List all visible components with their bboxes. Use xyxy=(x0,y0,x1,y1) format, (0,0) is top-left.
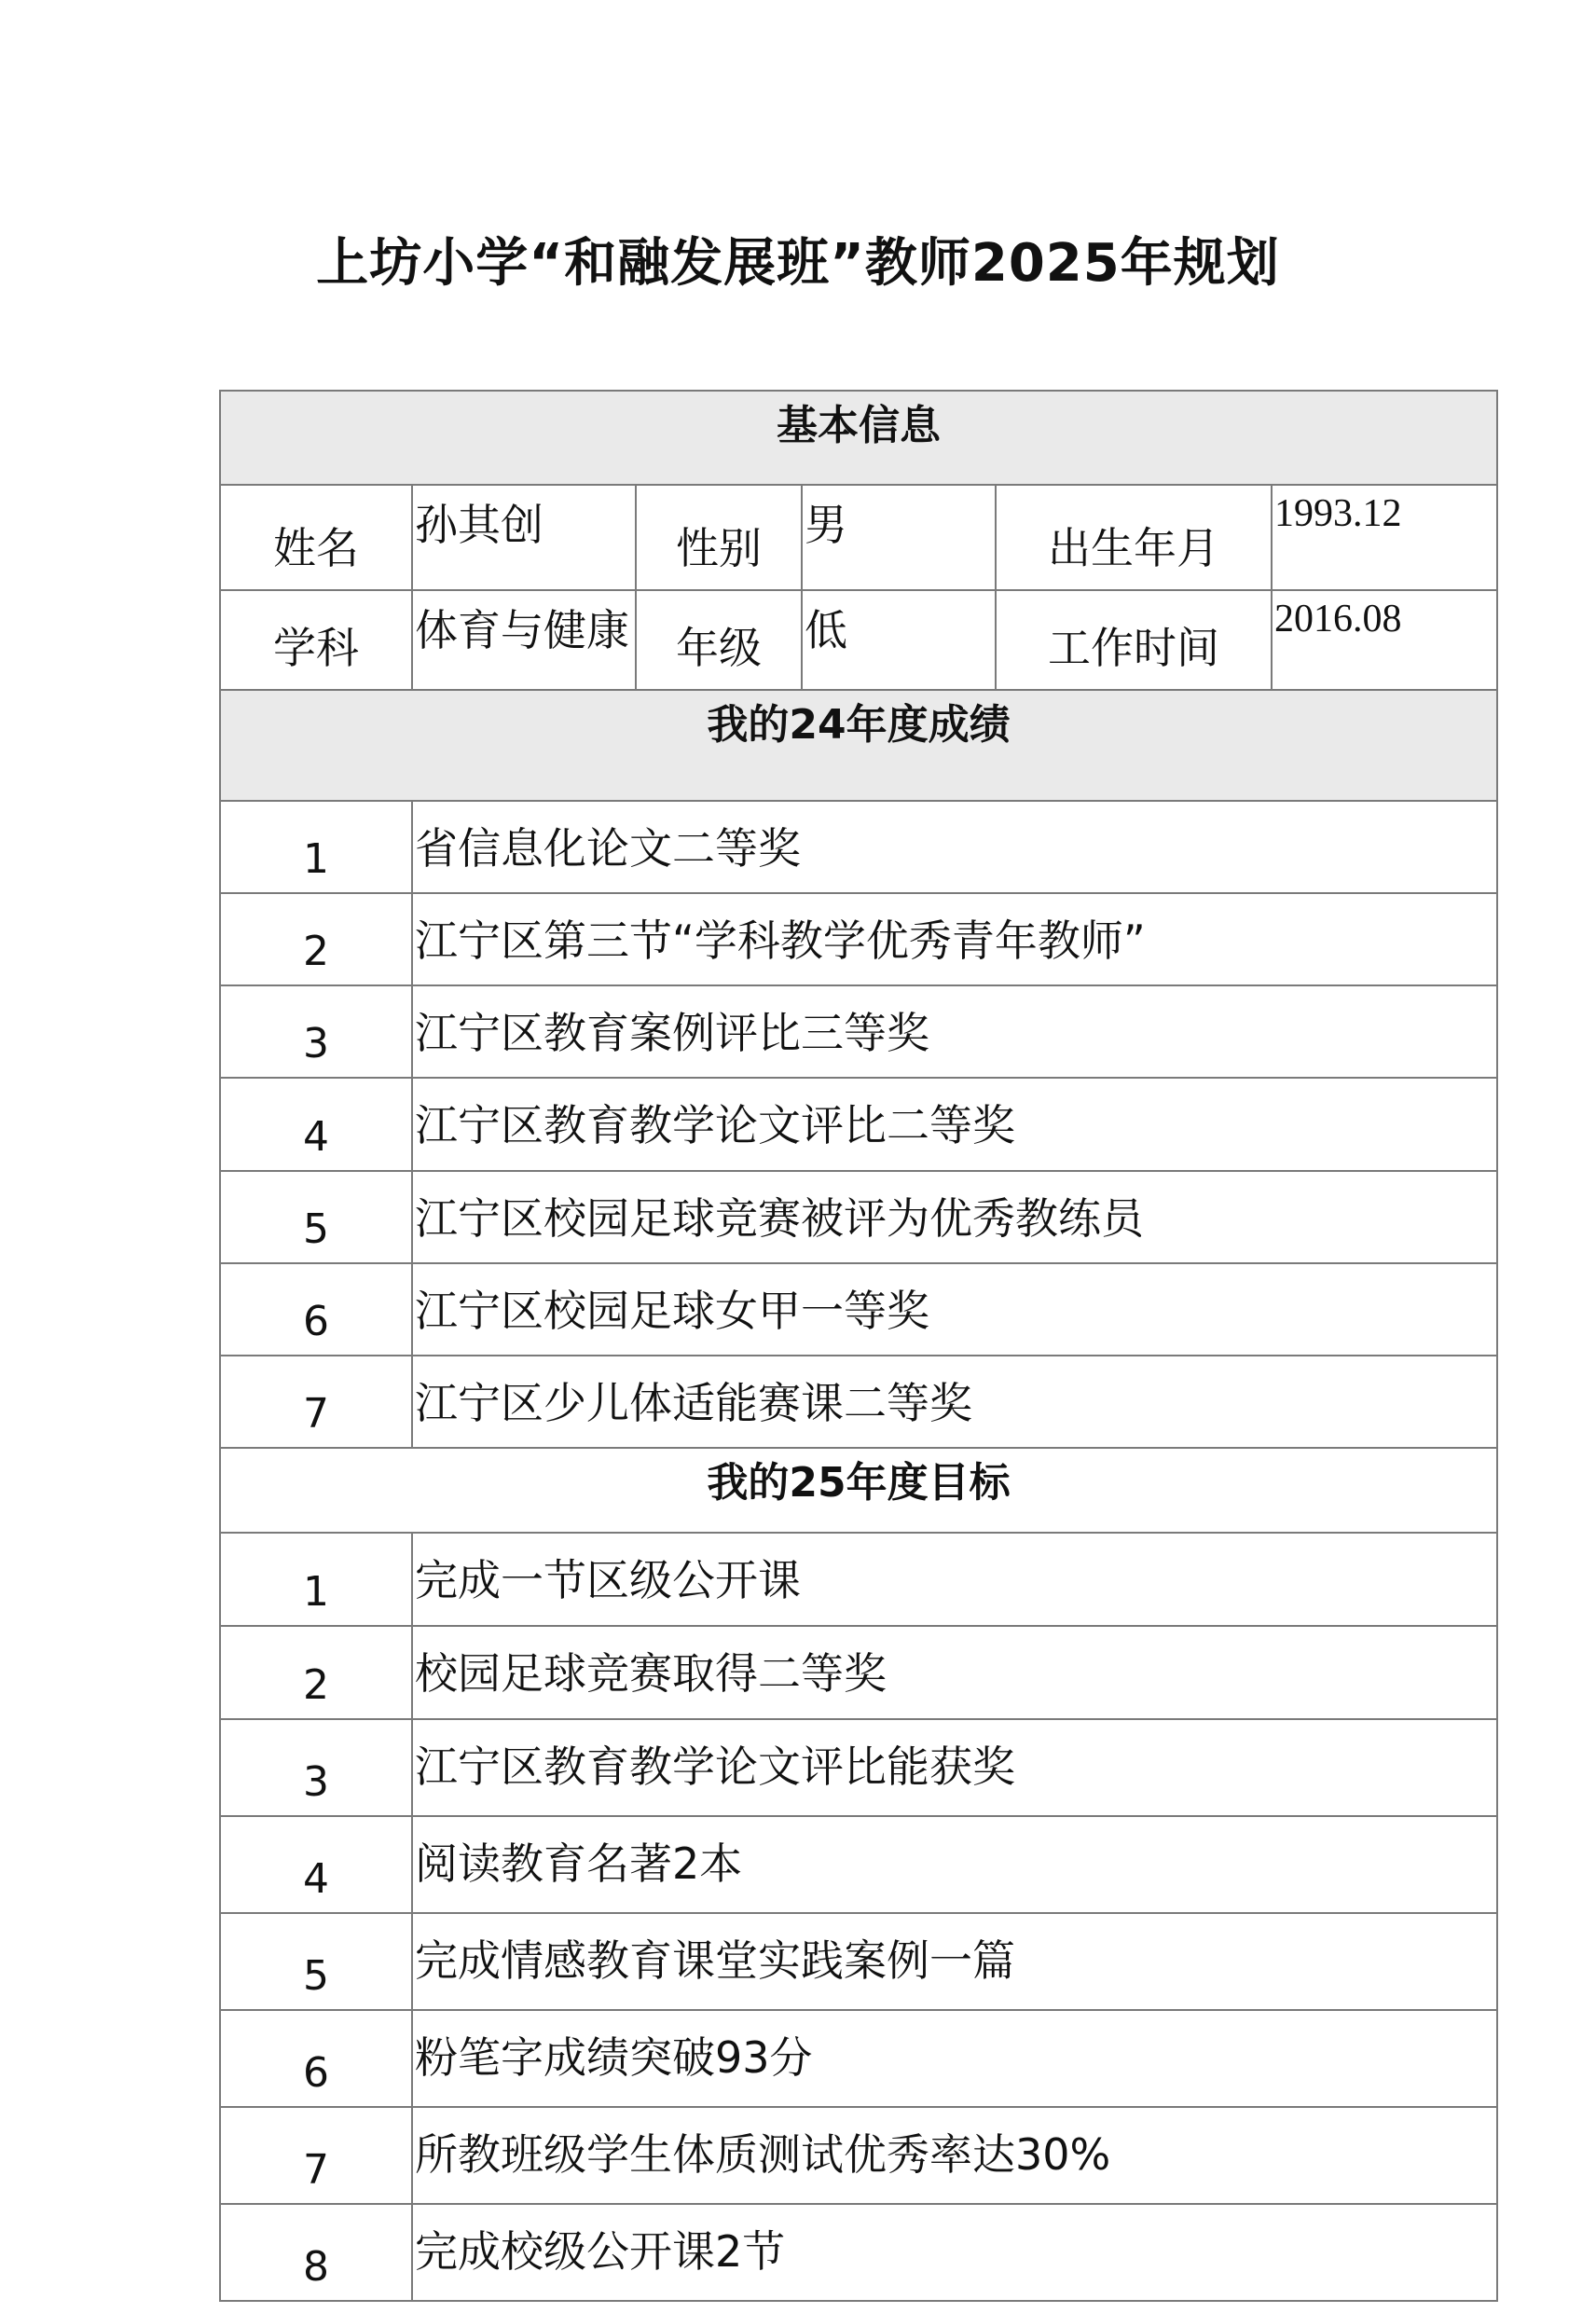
achievement-row xyxy=(220,1171,1497,1263)
achievement-row xyxy=(220,1263,1497,1356)
achievement-row xyxy=(220,1356,1497,1448)
work-time-value: 2016.08 xyxy=(1272,590,1497,690)
birth-label: 出生年月 xyxy=(996,485,1272,590)
subject-label: 学科 xyxy=(220,590,412,690)
goal-row xyxy=(220,1719,1497,1816)
achievement-text: 江宁区少儿体适能赛课二等奖 xyxy=(412,1356,1497,1448)
achievement-text: 江宁区教育教学论文评比二等奖 xyxy=(412,1078,1497,1171)
achievement-number: 7 xyxy=(220,1356,412,1448)
goal-number: 1 xyxy=(220,1533,412,1626)
work-time-label: 工作时间 xyxy=(996,590,1272,690)
goal-row xyxy=(220,2010,1497,2107)
basic-info-row-2 xyxy=(220,590,1497,690)
basic-info-header-row xyxy=(220,391,1497,485)
achievement-text: 江宁区校园足球竞赛被评为优秀教练员 xyxy=(412,1171,1497,1263)
goal-row xyxy=(220,2204,1497,2301)
achievement-number: 3 xyxy=(220,985,412,1078)
subject-value: 体育与健康 xyxy=(412,590,636,690)
achievement-number: 6 xyxy=(220,1263,412,1356)
achievement-row xyxy=(220,1078,1497,1171)
goal-number: 7 xyxy=(220,2107,412,2204)
goal-text: 完成一节区级公开课 xyxy=(412,1533,1497,1626)
basic-info-row-1 xyxy=(220,485,1497,590)
goal-text: 江宁区教育教学论文评比能获奖 xyxy=(412,1719,1497,1816)
gender-value: 男 xyxy=(802,485,996,590)
achievement-number: 5 xyxy=(220,1171,412,1263)
goal-number: 6 xyxy=(220,2010,412,2107)
goal-text: 完成情感教育课堂实践案例一篇 xyxy=(412,1913,1497,2010)
achievement-row xyxy=(220,801,1497,893)
achievement-row xyxy=(220,893,1497,985)
goal-number: 8 xyxy=(220,2204,412,2301)
achievement-number: 4 xyxy=(220,1078,412,1171)
grade-label: 年级 xyxy=(636,590,802,690)
achievement-text: 江宁区第三节“学科教学优秀青年教师” xyxy=(412,893,1497,985)
name-label: 姓名 xyxy=(220,485,412,590)
achievement-text: 江宁区校园足球女甲一等奖 xyxy=(412,1263,1497,1356)
goal-text: 粉笔字成绩突破93分 xyxy=(412,2010,1497,2107)
achievement-text: 江宁区教育案例评比三等奖 xyxy=(412,985,1497,1078)
goal-row xyxy=(220,1626,1497,1719)
plan-table xyxy=(219,390,1498,2302)
goal-text: 阅读教育名著2本 xyxy=(412,1816,1497,1913)
goal-row xyxy=(220,1816,1497,1913)
goal-row xyxy=(220,1533,1497,1626)
goal-text: 完成校级公开课2节 xyxy=(412,2204,1497,2301)
page-title: 上坊小学“和融发展班”教师2025年规划 xyxy=(316,233,1280,294)
goal-row xyxy=(220,1913,1497,2010)
grade-value: 低 xyxy=(802,590,996,690)
goal-number: 5 xyxy=(220,1913,412,2010)
achievements-header-row xyxy=(220,690,1497,801)
goal-text: 校园足球竞赛取得二等奖 xyxy=(412,1626,1497,1719)
goal-number: 2 xyxy=(220,1626,412,1719)
goal-row xyxy=(220,2107,1497,2204)
achievements-heading: 我的24年度成绩 xyxy=(220,690,1497,801)
gender-label: 性别 xyxy=(636,485,802,590)
achievement-number: 2 xyxy=(220,893,412,985)
goal-number: 4 xyxy=(220,1816,412,1913)
name-value: 孙其创 xyxy=(412,485,636,590)
goals-heading: 我的25年度目标 xyxy=(220,1448,1497,1533)
goal-number: 3 xyxy=(220,1719,412,1816)
achievement-row xyxy=(220,985,1497,1078)
goals-header-row xyxy=(220,1448,1497,1533)
basic-info-heading: 基本信息 xyxy=(220,391,1497,485)
achievement-text: 省信息化论文二等奖 xyxy=(412,801,1497,893)
achievement-number: 1 xyxy=(220,801,412,893)
goal-text: 所教班级学生体质测试优秀率达30% xyxy=(412,2107,1497,2204)
birth-value: 1993.12 xyxy=(1272,485,1497,590)
